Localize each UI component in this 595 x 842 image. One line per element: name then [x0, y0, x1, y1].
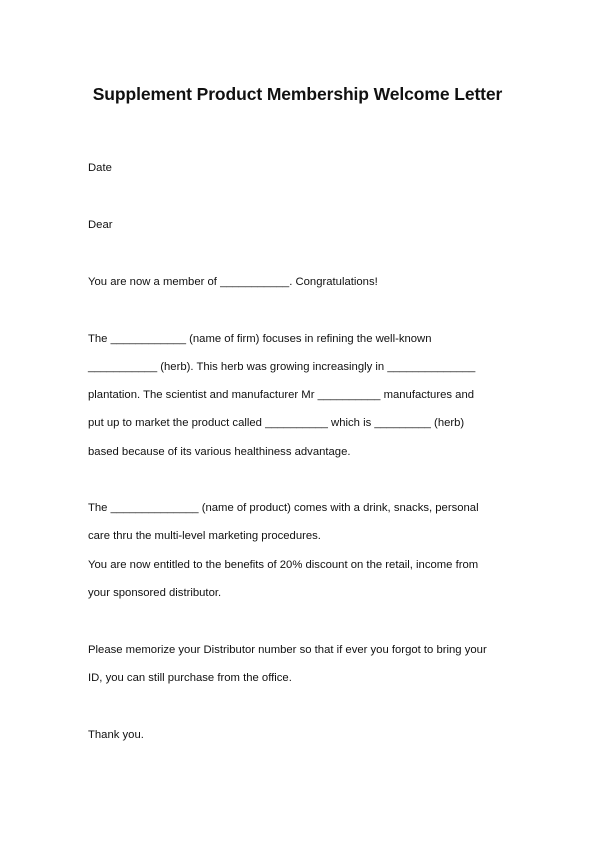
date-line: Date: [88, 162, 112, 174]
paragraph-2-line-1: The ______________ (name of product) comes with a drink, snacks, personal: [88, 502, 479, 514]
paragraph-3-line-1: Please memorize your Distributor number so that if ever you forgot to bring your: [88, 644, 487, 656]
paragraph-1-line-4: put up to market the product called __________ which is _________ (herb): [88, 417, 465, 429]
paragraph-2-line-2: care thru the multi-level marketing procedures.: [88, 530, 321, 542]
paragraph-1-line-3: plantation. The scientist and manufacturer Mr __________ manufactures and: [88, 389, 475, 401]
salutation: Dear: [88, 219, 113, 231]
paragraph-2-line-3: You are now entitled to the benefits of 20% discount on the retail, income from: [88, 559, 479, 571]
paragraph-2-line-4: your sponsored distributor.: [88, 587, 222, 599]
closing-line: Thank you.: [88, 729, 144, 741]
paragraph-1-line-5: based because of its various healthiness advantage.: [88, 446, 351, 458]
paragraph-1-line-1: The ____________ (name of firm) focuses in refining the well-known: [88, 333, 432, 345]
letter-title: Supplement Product Membership Welcome Letter: [92, 84, 503, 104]
membership-line: You are now a member of ___________. Congratulations!: [88, 276, 378, 288]
paragraph-1-line-2: ___________ (herb). This herb was growing increasingly in ______________: [88, 361, 476, 373]
paragraph-3-line-2: ID, you can still purchase from the office.: [88, 672, 292, 684]
